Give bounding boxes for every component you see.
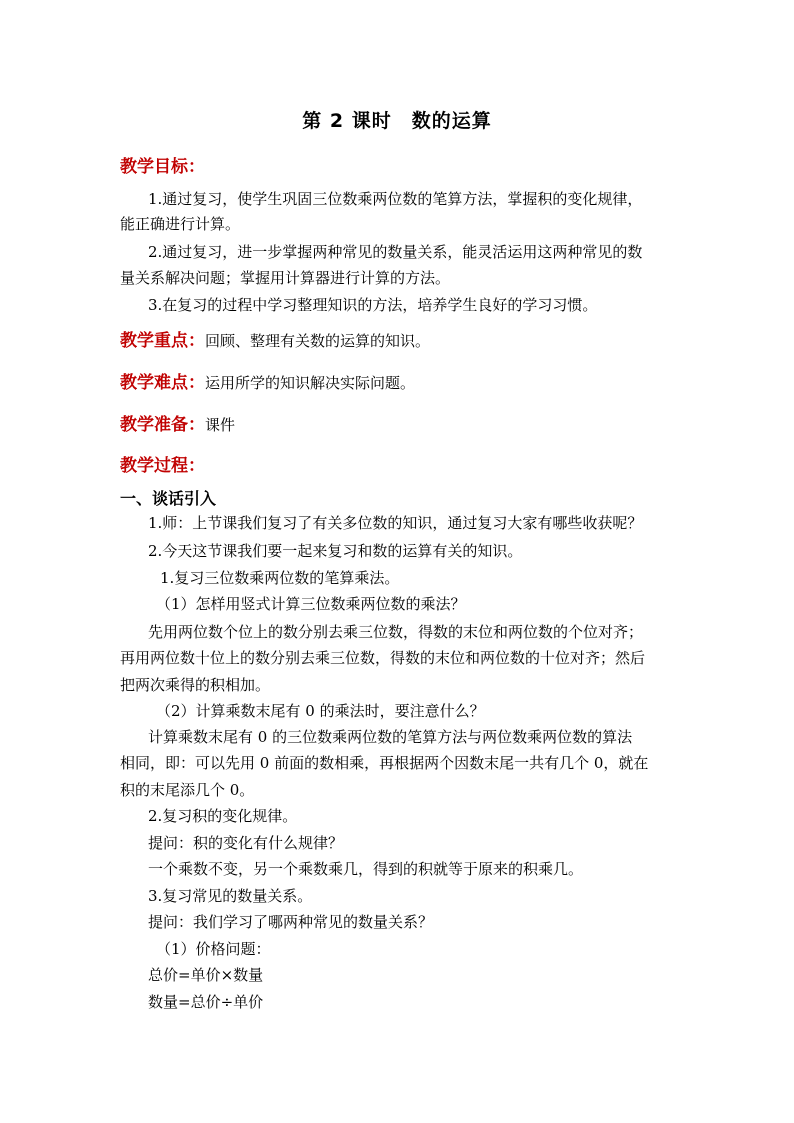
objectives-section: [120, 152, 205, 177]
intro-line-4: （1）怎样用竖式计算三位数乘两位数的乘法？: [156, 595, 466, 613]
difficulty-heading: 教学难点：: [120, 373, 205, 393]
intro-line-13: 提问：积的变化有什么规律？: [148, 834, 344, 852]
objectives-heading: 教学目标：: [120, 157, 205, 177]
intro-heading: 一、谈话引入: [120, 489, 217, 508]
intro-line-14: 一个乘数不变，另一个乘数乘几，得到的积就等于原来的积乘几。: [148, 860, 584, 878]
objective-line-1: 1.通过复习，使学生巩固三位数乘两位数的笔算方法，掌握积的变化规律，: [148, 190, 643, 208]
process-heading: 教学过程：: [120, 456, 205, 476]
difficulty-text: 运用所学的知识解决实际问题。: [205, 374, 416, 392]
preparation-text: 课件: [205, 416, 236, 434]
intro-line-7: 把两次乘得的积相加。: [120, 676, 271, 694]
page-title: 第 2 课时 数的运算: [302, 110, 492, 132]
intro-line-16: 提问：我们学习了哪两种常见的数量关系？: [148, 913, 434, 931]
intro-line-18: 总价=单价×数量: [148, 966, 264, 984]
intro-line-15: 3.复习常见的数量关系。: [148, 887, 313, 905]
objective-line-3: 2.通过复习，进一步掌握两种常见的数量关系，能灵活运用这两种常见的数: [148, 243, 643, 261]
intro-line-3: 1.复习三位数乘两位数的笔算乘法。: [160, 569, 400, 587]
process-section: [120, 451, 205, 476]
key-point-heading: 教学重点：: [120, 331, 205, 351]
intro-line-12: 2.复习积的变化规律。: [148, 807, 298, 825]
objective-line-5: 3.在复习的过程中学习整理知识的方法，培养学生良好的学习习惯。: [148, 296, 598, 314]
preparation-section: [120, 410, 235, 435]
objective-line-4: 量关系解决问题；掌握用计算器进行计算的方法。: [120, 269, 451, 287]
difficulty-section: [120, 368, 415, 393]
key-point-section: [120, 326, 430, 351]
intro-line-9: 计算乘数末尾有 0 的三位数乘两位数的笔算方法与两位数乘两位数的算法: [148, 728, 633, 746]
intro-line-8: （2）计算乘数末尾有 0 的乘法时，要注意什么？: [156, 702, 485, 720]
intro-line-1: 1.师：上节课我们复习了有关多位数的知识，通过复习大家有哪些收获呢？: [148, 514, 643, 532]
intro-line-17: （1）价格问题：: [156, 940, 271, 958]
preparation-heading: 教学准备：: [120, 415, 205, 435]
objective-line-2: 能正确进行计算。: [120, 215, 241, 233]
intro-line-5: 先用两位数个位上的数分别去乘三位数，得数的末位和两位数的个位对齐；: [148, 623, 644, 641]
intro-line-11: 积的末尾添几个 0。: [120, 781, 255, 799]
intro-line-10: 相同，即：可以先用 0 前面的数相乘，再根据两个因数末尾一共有几个 0，就在: [120, 754, 649, 772]
intro-line-2: 2.今天这节课我们要一起来复习和数的运算有关的知识。: [148, 542, 523, 560]
intro-line-19: 数量=总价÷单价: [148, 993, 264, 1011]
intro-line-6: 再用两位数十位上的数分别去乘三位数，得数的末位和两位数的十位对齐；然后: [120, 649, 646, 667]
key-point-text: 回顾、整理有关数的运算的知识。: [205, 332, 431, 350]
